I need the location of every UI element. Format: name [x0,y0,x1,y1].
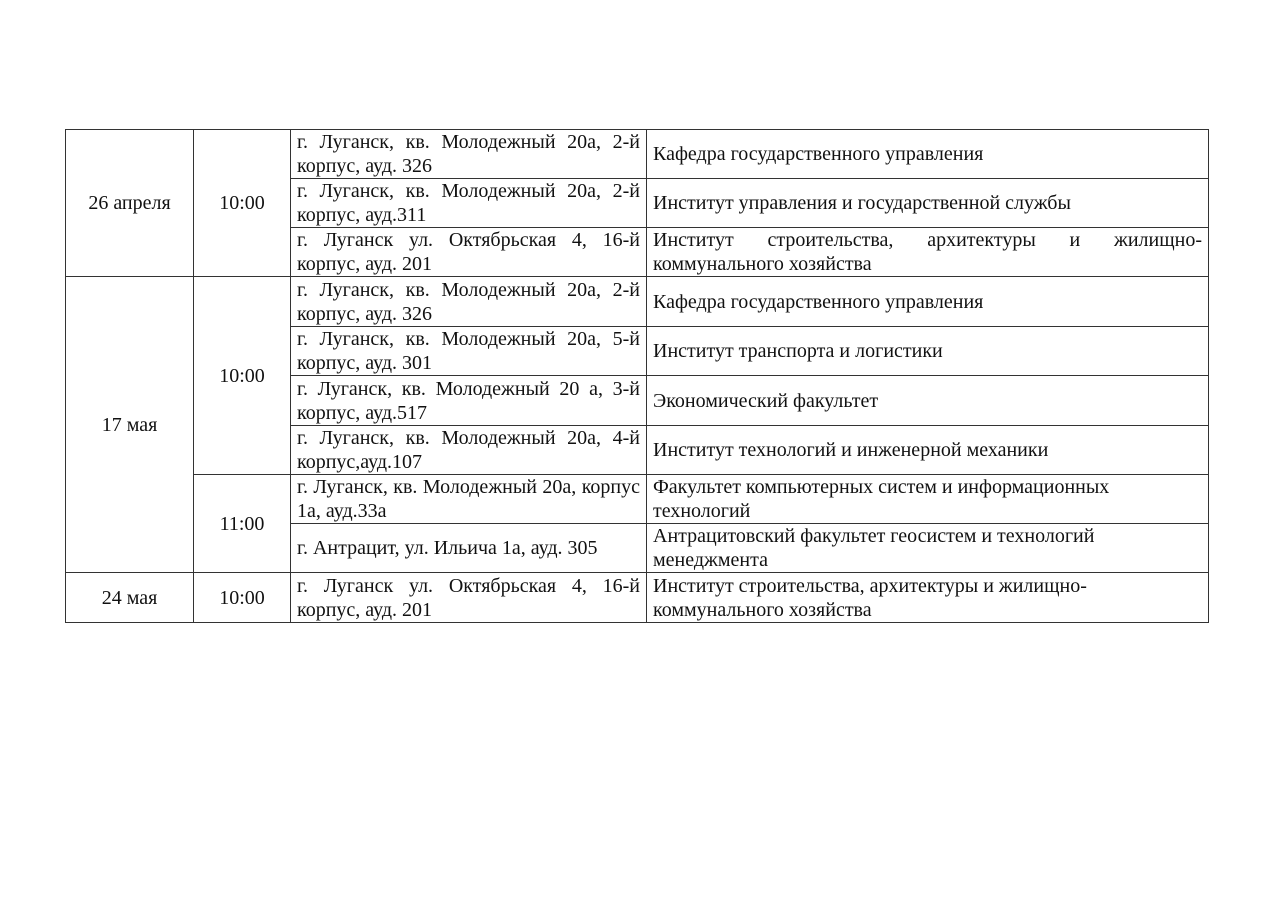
table-row [66,573,1209,623]
department-cell: Институт транспорта и логистики [647,327,1209,376]
department-cell: Кафедра государственного управления [647,130,1209,179]
location-cell: г. Луганск, кв. Молодежный 20а, 2-й корпус, ауд. 326 [291,130,647,179]
department-cell: Институт управления и государственной службы [647,179,1209,228]
date-cell: 24 мая [66,573,194,623]
department-cell: Факультет компьютерных систем и информационных технологий [647,475,1209,524]
schedule-table [65,129,1209,623]
time-cell: 10:00 [194,277,291,475]
location-cell: г. Луганск, кв. Молодежный 20а, 2-й корпус, ауд.311 [291,179,647,228]
department-cell: Институт строительства, архитектуры и жилищно-коммунального хозяйства [647,573,1209,623]
department-cell: Экономический факультет [647,376,1209,426]
department-cell: Институт технологий и инженерной механики [647,426,1209,475]
table-row [66,277,1209,327]
location-cell: г. Луганск, кв. Молодежный 20 а, 3-й корпус, ауд.517 [291,376,647,426]
date-cell: 17 мая [66,277,194,573]
department-cell: Антрацитовский факультет геосистем и технологий менеджмента [647,524,1209,573]
location-cell: г. Луганск, кв. Молодежный 20а, 4-й корпус,ауд.107 [291,426,647,475]
location-cell: г. Луганск ул. Октябрьская 4, 16-й корпус, ауд. 201 [291,228,647,277]
time-cell: 11:00 [194,475,291,573]
date-cell: 26 апреля [66,130,194,277]
time-cell: 10:00 [194,573,291,623]
location-cell: г. Луганск ул. Октябрьская 4, 16-й корпус, ауд. 201 [291,573,647,623]
location-cell: г. Антрацит, ул. Ильича 1а, ауд. 305 [291,524,647,573]
time-cell: 10:00 [194,130,291,277]
location-cell: г. Луганск, кв. Молодежный 20а, 5-й корпус, ауд. 301 [291,327,647,376]
location-cell: г. Луганск, кв. Молодежный 20а, корпус 1а, ауд.33а [291,475,647,524]
location-cell: г. Луганск, кв. Молодежный 20а, 2-й корпус, ауд. 326 [291,277,647,327]
table-row [66,130,1209,179]
table-row [66,475,1209,524]
department-cell: Кафедра государственного управления [647,277,1209,327]
department-cell: Институт строительства, архитектуры и жилищно-коммунального хозяйства [647,228,1209,277]
